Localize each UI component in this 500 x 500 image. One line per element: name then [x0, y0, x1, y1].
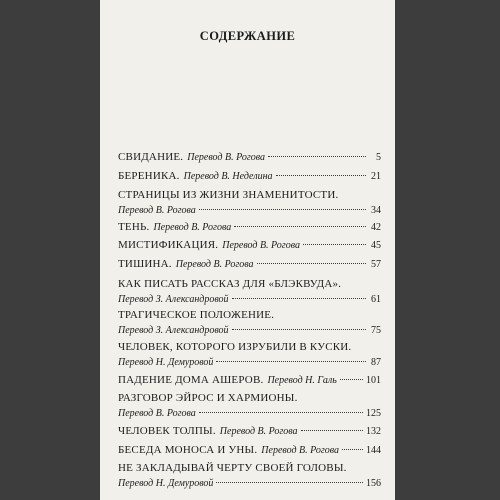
- dot-leader: [199, 208, 366, 210]
- entry-page-number: 34: [371, 205, 381, 216]
- dot-leader: [340, 378, 363, 380]
- toc-entry-stranitsy: [118, 188, 381, 218]
- toc-line: [118, 406, 381, 421]
- book-page: [100, 0, 395, 500]
- toc-entry-ten: [118, 220, 381, 235]
- entry-translator: Перевод З. Александровой: [118, 294, 229, 305]
- toc-line: [118, 220, 381, 235]
- entry-title: ЧЕЛОВЕК ТОЛПЫ.: [118, 425, 216, 437]
- entry-title: СТРАНИЦЫ ИЗ ЖИЗНИ ЗНАМЕНИТОСТИ.: [118, 189, 339, 201]
- toc-entry-chelovek-tolpy: [118, 424, 381, 439]
- entry-page-number: 61: [371, 294, 381, 305]
- toc-line: [118, 292, 381, 307]
- dot-leader: [342, 448, 363, 450]
- entry-page-number: 87: [371, 357, 381, 368]
- toc-entry-ne-zakladyvai: [118, 461, 381, 491]
- toc-entry-svidanie: [118, 150, 381, 165]
- toc-line: [118, 169, 381, 184]
- entry-page-number: 42: [371, 222, 381, 233]
- entry-page-number: 75: [371, 325, 381, 336]
- toc-line: [118, 188, 381, 203]
- dot-leader: [303, 243, 366, 245]
- entry-translator: Перевод З. Александровой: [118, 325, 229, 336]
- toc-line: [118, 391, 381, 406]
- entry-translator: Перевод В. Рогова: [187, 152, 265, 163]
- entry-title: ПАДЕНИЕ ДОМА АШЕРОВ.: [118, 374, 264, 386]
- dark-background-left: [0, 0, 100, 500]
- entry-page-number: 125: [366, 408, 381, 419]
- entry-translator: Перевод Н. Демуровой: [118, 357, 214, 368]
- entry-title: РАЗГОВОР ЭЙРОС И ХАРМИОНЫ.: [118, 392, 298, 404]
- dot-leader: [216, 360, 366, 362]
- entry-translator: Перевод В. Неделина: [183, 171, 273, 182]
- entry-title: ЧЕЛОВЕК, КОТОРОГО ИЗРУБИЛИ В КУСКИ.: [118, 341, 352, 353]
- toc-entry-kak-pisat-rasskaz: [118, 277, 381, 307]
- toc-line: [118, 424, 381, 439]
- dot-leader: [268, 155, 366, 157]
- entry-title: БЕРЕНИКА.: [118, 170, 180, 182]
- toc-line: [118, 476, 381, 491]
- entry-translator: Перевод В. Рогова: [118, 205, 196, 216]
- entry-title: ТРАГИЧЕСКОЕ ПОЛОЖЕНИЕ.: [118, 309, 275, 321]
- entry-page-number: 156: [366, 478, 381, 489]
- toc-entry-berenika: [118, 169, 381, 184]
- entry-page-number: 5: [376, 152, 381, 163]
- entry-title: ТЕНЬ.: [118, 221, 150, 233]
- dot-leader: [234, 225, 366, 227]
- toc-line: [118, 443, 381, 458]
- entry-page-number: 144: [366, 445, 381, 456]
- dot-leader: [301, 429, 363, 431]
- toc-entry-tishina: [118, 257, 381, 272]
- entry-title: ТИШИНА.: [118, 258, 172, 270]
- entry-translator: Перевод В. Рогова: [118, 408, 196, 419]
- entry-title: КАК ПИСАТЬ РАССКАЗ ДЛЯ «БЛЭКВУДА».: [118, 278, 342, 290]
- toc-line: [118, 203, 381, 218]
- toc-line: [118, 308, 381, 323]
- toc-line: [118, 340, 381, 355]
- dot-leader: [199, 411, 363, 413]
- entry-page-number: 21: [371, 171, 381, 182]
- dot-leader: [232, 328, 366, 330]
- toc-entry-tragicheskoe-polozhenie: [118, 308, 381, 338]
- page-title: СОДЕРЖАНИЕ: [199, 29, 296, 43]
- toc-entry-razgovor-eiros: [118, 391, 381, 421]
- entry-translator: Перевод В. Рогова: [219, 426, 298, 437]
- toc-line: [118, 277, 381, 292]
- entry-title: НЕ ЗАКЛАДЫВАЙ ЧЕРТУ СВОЕЙ ГОЛОВЫ.: [118, 462, 347, 474]
- toc-line: [118, 373, 381, 388]
- entry-translator: Перевод Н. Галь: [267, 375, 337, 386]
- entry-translator: Перевод В. Рогова: [153, 222, 232, 233]
- toc-line: [118, 355, 381, 370]
- dot-leader: [216, 481, 363, 483]
- dot-leader: [257, 262, 366, 264]
- toc-line: [118, 150, 381, 165]
- entry-title: МИСТИФИКАЦИЯ.: [118, 239, 219, 251]
- toc-entry-mistifikatsiya: [118, 238, 381, 253]
- toc-line: [118, 238, 381, 253]
- toc-line: [118, 257, 381, 272]
- dot-leader: [276, 174, 366, 176]
- entry-translator: Перевод В. Рогова: [222, 240, 300, 251]
- entry-translator: Перевод Н. Демуровой: [118, 478, 214, 489]
- entry-page-number: 101: [366, 375, 381, 386]
- toc-line: [118, 323, 381, 338]
- toc-entry-beseda-monosa: [118, 443, 381, 458]
- toc-entry-padenie-doma-asherov: [118, 373, 381, 388]
- entry-page-number: 132: [366, 426, 381, 437]
- entry-translator: Перевод В. Рогова: [261, 445, 340, 456]
- entry-title: БЕСЕДА МОНОСА И УНЫ.: [118, 444, 258, 456]
- entry-title: СВИДАНИЕ.: [118, 151, 184, 163]
- dark-background-right: [395, 0, 500, 500]
- dot-leader: [232, 297, 366, 299]
- entry-page-number: 57: [371, 259, 381, 270]
- toc-entry-chelovek-izrubili: [118, 340, 381, 370]
- toc-line: [118, 461, 381, 476]
- entry-page-number: 45: [371, 240, 381, 251]
- entry-translator: Перевод В. Рогова: [175, 259, 254, 270]
